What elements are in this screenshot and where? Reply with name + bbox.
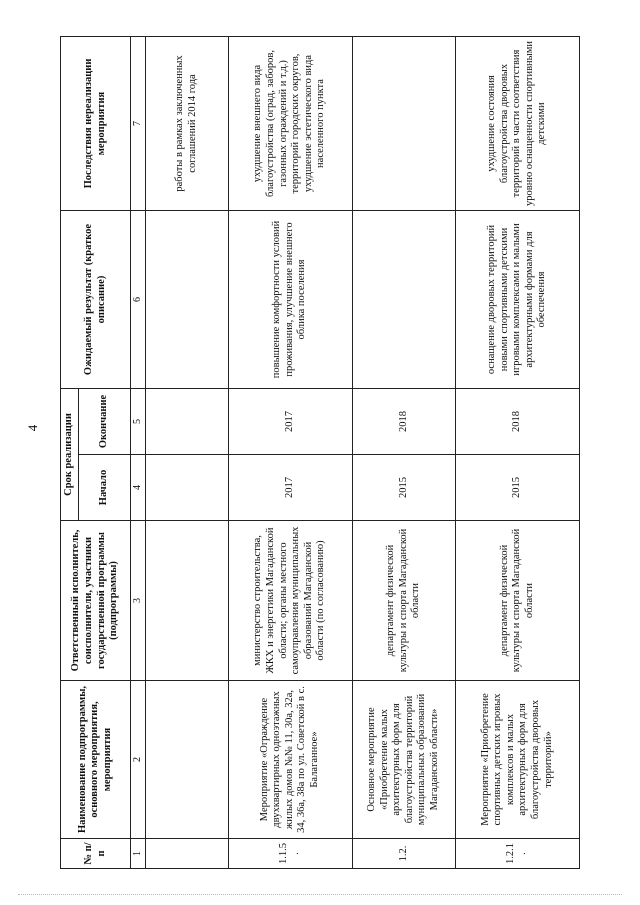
rotated-table-container [60, 37, 580, 869]
page-number: 4 [25, 424, 40, 432]
row-name [146, 680, 229, 838]
row-start [146, 454, 229, 520]
row-result [352, 210, 455, 388]
row-responsible: департамент физической культуры и спорта Магаданской области [352, 520, 455, 680]
row-end [146, 388, 229, 454]
row-index: 1.2.1. [455, 838, 579, 868]
row-end: 2018 [352, 388, 455, 454]
column-number: 2 [131, 680, 146, 838]
row-start: 2015 [455, 454, 579, 520]
page-bottom-rule [18, 894, 622, 895]
row-index: 1.2. [352, 838, 455, 868]
table-row [352, 36, 455, 868]
row-end: 2017 [228, 388, 352, 454]
column-number: 1 [131, 838, 146, 868]
header-expected-result: Ожидаемый результат (краткое описание) [61, 210, 131, 388]
header-consequences: Последствия нереализации мероприятия [61, 36, 131, 210]
row-consequences: работы в рамках заключенных соглашений 2014 года [146, 36, 229, 210]
program-activities-table [60, 36, 580, 869]
row-index [146, 838, 229, 868]
column-number: 4 [131, 454, 146, 520]
row-name: Мероприятие «Приобретение спортивных детских игровых комплексов и малых архитектурных форм для благоустройства дворовых территорий» [455, 680, 579, 838]
row-name: Основное мероприятие «Приобретение малых архитектурных форм для благоустройства территорий муниципальных образований Магаданской области» [352, 680, 455, 838]
header-period-group: Срок реализации [61, 388, 79, 520]
row-responsible: министерство строительства, ЖКХ и энергетики Магаданской области; органы местного самоуправления муниципальных образований Магаданской области (по согласованию) [228, 520, 352, 680]
table-row [146, 36, 229, 868]
row-start: 2017 [228, 454, 352, 520]
row-result: повышение комфортности условий проживания, улучшение внешнего облика поселения [228, 210, 352, 388]
row-responsible [146, 520, 229, 680]
row-name: Мероприятие «Ограждение двухквартирных одноэтажных жилых домов №№ 11, 30а, 32а, 34, 36а, 38а по ул. Советской в с. Балаганное» [228, 680, 352, 838]
header-end: Окончание [79, 388, 131, 454]
row-consequences: ухудшение состояния благоустройства дворовых территорий в части соответствия уровню оснащенности спортивными детскими [455, 36, 579, 210]
header-responsible: Ответственный исполнитель, соисполнители, участники государственной программы (подпрограммы) [61, 520, 131, 680]
row-start: 2015 [352, 454, 455, 520]
row-index: 1.1.5. [228, 838, 352, 868]
row-responsible: департамент физической культуры и спорта Магаданской области [455, 520, 579, 680]
column-number: 5 [131, 388, 146, 454]
column-number: 7 [131, 36, 146, 210]
row-end: 2018 [455, 388, 579, 454]
column-number: 6 [131, 210, 146, 388]
column-number: 3 [131, 520, 146, 680]
table-row [455, 36, 579, 868]
header-index: № п/п [61, 838, 131, 868]
row-consequences: ухудшение внешнего вида благоустройства (оград, заборов, газонных ограждений и т.д.) территорий городских округов, ухудшение эстетического вида населенного пункта [228, 36, 352, 210]
row-result [146, 210, 229, 388]
row-consequences [352, 36, 455, 210]
table-row [228, 36, 352, 868]
header-name: Наименование подпрограммы, основного мероприятия, мероприятия [61, 680, 131, 838]
row-result: оснащение дворовых территорий новыми спортивными детскими игровыми комплексами и малыми архитектурными формами для обеспечения [455, 210, 579, 388]
header-start: Начало [79, 454, 131, 520]
